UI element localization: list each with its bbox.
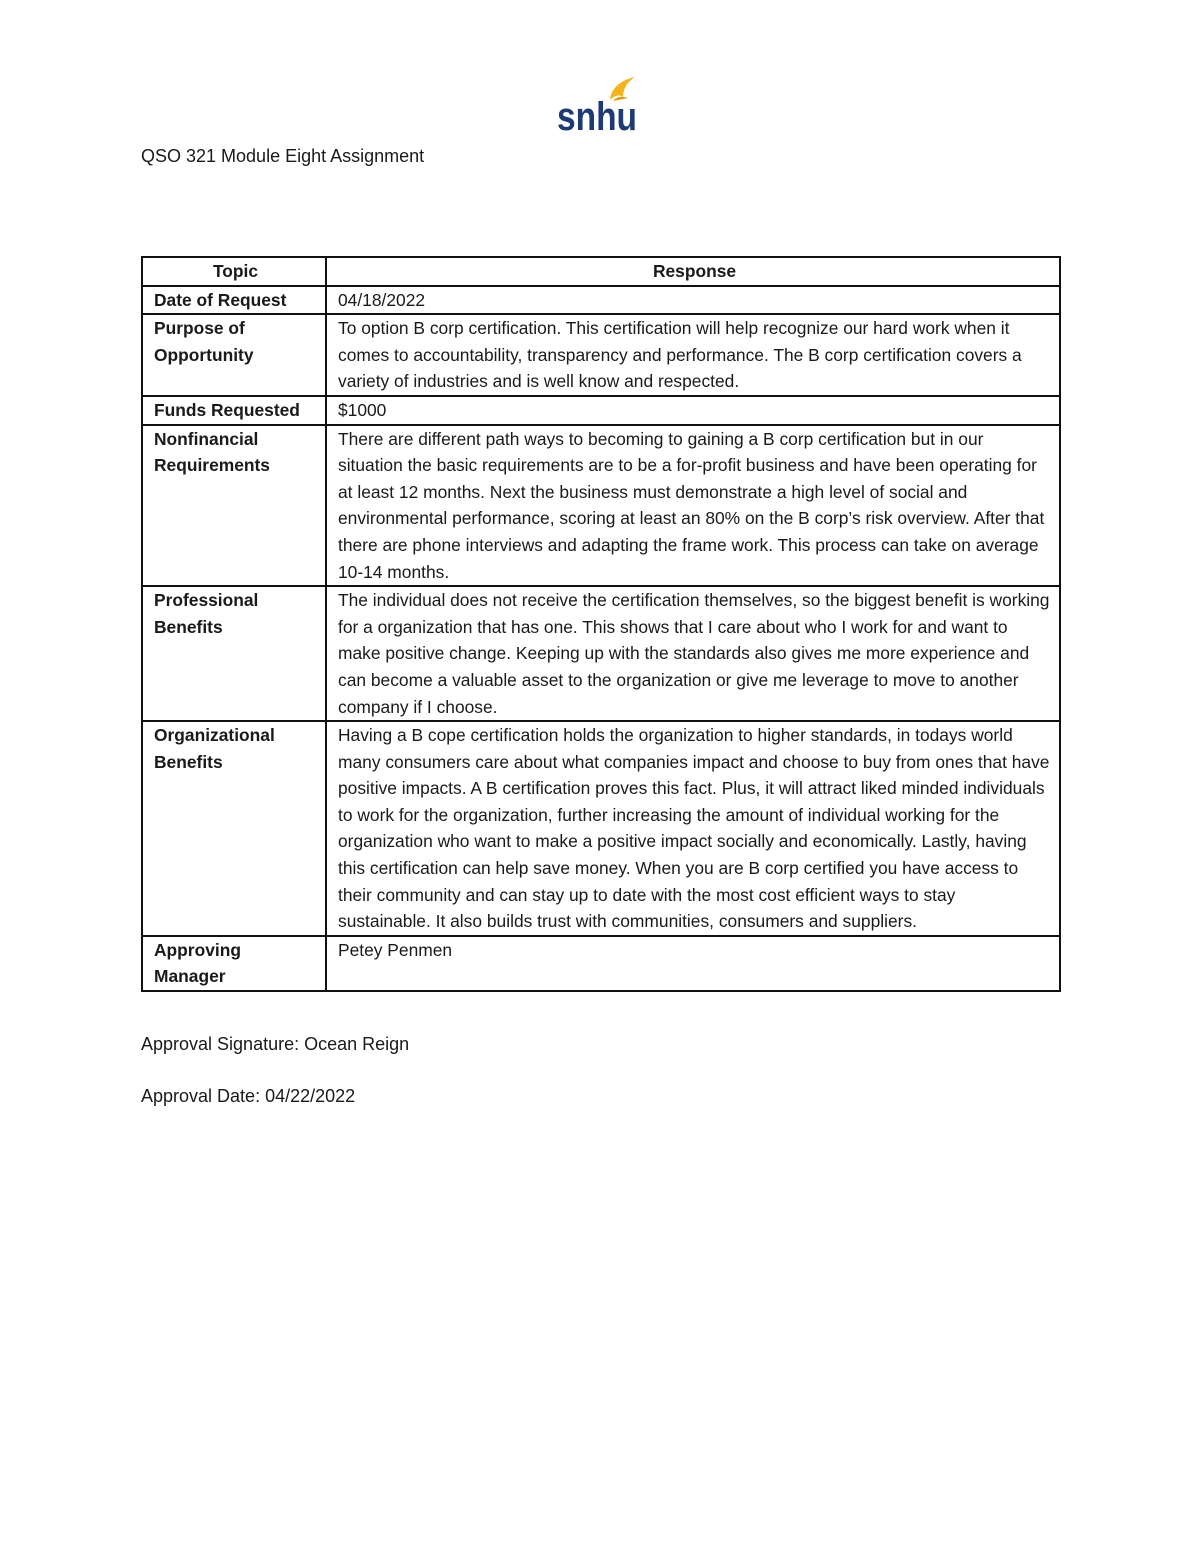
approval-signature: Approval Signature: Ocean Reign	[141, 1034, 410, 1054]
row-response: Having a B cope certification holds the organization to higher standards, in todays world many consumers care about what companies impact and choose to buy from ones that have positive impacts. A B certification proves this fact. Plus, it will attract liked minded individuals to work for the organization, further increasing the amount of individual working for the organization who want to make a positive impact socially and economically. Lastly, having this certification can help save money. When you are B corp certified you have access to their community and can stay up to date with the most cost efficient ways to stay sustainable. It also builds trust with communities, consumers and suppliers.	[326, 721, 1060, 936]
row-topic: Nonfinancial Requirements	[142, 425, 326, 587]
snhu-logo	[555, 72, 641, 139]
row-response: The individual does not receive the certification themselves, so the biggest benefit is working for a organization that has one. This shows that I care about who I work for and want to make positive change. Keeping up with the standards also gives me more experience and can become a valuable asset to the organization or give me leverage to move to another company if I choose.	[326, 586, 1060, 721]
row-topic: Approving Manager	[142, 936, 326, 991]
row-topic: Purpose of Opportunity	[142, 314, 326, 396]
table-row	[142, 425, 1060, 587]
document-title: QSO 321 Module Eight Assignment	[141, 146, 425, 166]
table-row	[142, 314, 1060, 396]
row-response: $1000	[326, 396, 1060, 425]
row-topic: Professional Benefits	[142, 586, 326, 721]
response-header: Response	[326, 257, 1060, 286]
row-response: To option B corp certification. This certification will help recognize our hard work when it comes to accountability, transparency and performance. The B corp certification covers a variety of industries and is well know and respected.	[326, 314, 1060, 396]
row-response: Petey Penmen	[326, 936, 1060, 991]
row-topic: Funds Requested	[142, 396, 326, 425]
row-response: 04/18/2022	[326, 286, 1060, 315]
approval-date: Approval Date: 04/22/2022	[141, 1086, 356, 1106]
row-topic: Date of Request	[142, 286, 326, 315]
row-response: There are different path ways to becoming to gaining a B corp certification but in our situation the basic requirements are to be a for-profit business and have been operating for at least 12 months. Next the business must demonstrate a high level of social and environmental performance, scoring at least an 80% on the B corp’s risk overview. After that there are phone interviews and adapting the frame work. This process can take on average 10-14 months.	[326, 425, 1060, 587]
table-row	[142, 586, 1060, 721]
request-table	[141, 256, 1061, 992]
topic-header: Topic	[142, 257, 326, 286]
table-header-row	[142, 257, 1060, 286]
logo-text: snhu	[557, 95, 637, 139]
table-row	[142, 286, 1060, 315]
row-topic: Organizational Benefits	[142, 721, 326, 936]
table-row	[142, 396, 1060, 425]
table-row	[142, 721, 1060, 936]
table-row	[142, 936, 1060, 991]
